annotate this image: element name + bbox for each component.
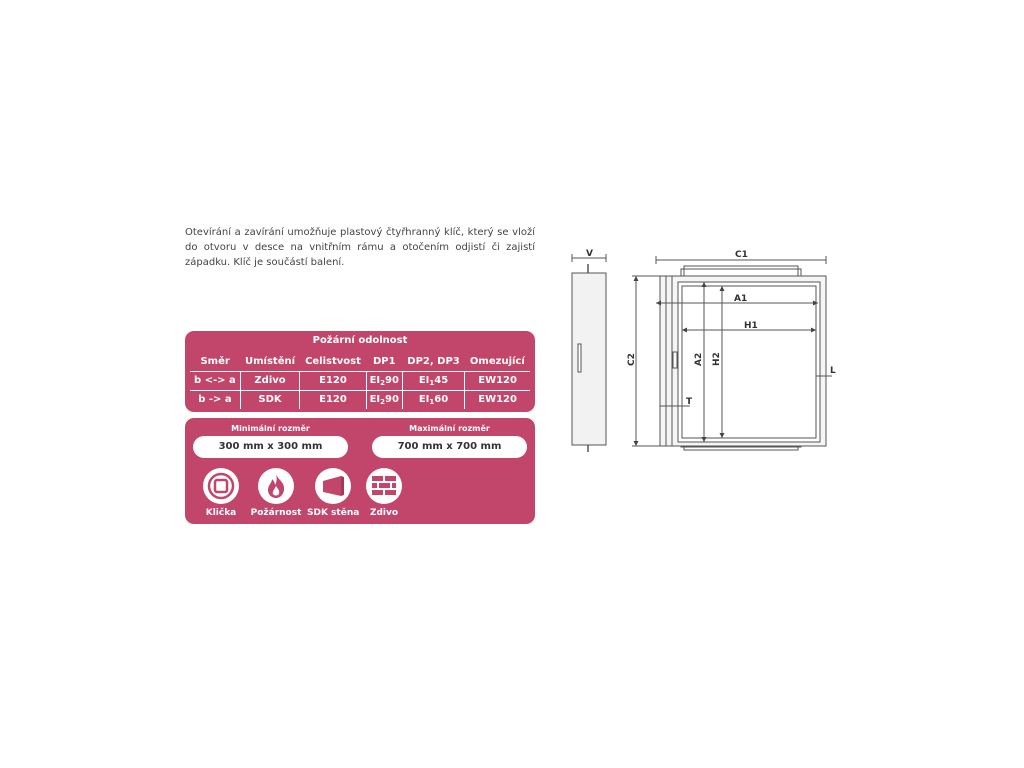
feature-fire [250, 468, 302, 518]
intro-text: Otevírání a zavírání umožňuje plastový čtyřhranný klíč, který se vloží do otvoru v desce na vnitřním rámu a otočením odjistí či zajistí západku. Klíč je součástí balení. [185, 227, 535, 268]
feature-label: Požárnost [250, 508, 302, 518]
feature-label: SDK stěna [307, 508, 360, 518]
technical-drawing [560, 238, 850, 458]
brick-wall-icon [366, 468, 402, 504]
table-header-row [190, 353, 530, 372]
feature-drywall [307, 468, 359, 518]
label-c1: C1 [735, 250, 748, 260]
max-size-value: 700 mm x 700 mm [372, 436, 527, 458]
label-a2: A2 [694, 352, 704, 366]
column-header: Omezující [469, 356, 525, 367]
cell-limiting: EW120 [465, 372, 530, 391]
column-header: DP2, DP3 [407, 356, 460, 367]
min-size-value: 300 mm x 300 mm [193, 436, 348, 458]
flame-icon [258, 468, 294, 504]
feature-key [195, 468, 247, 518]
label-t: T [686, 397, 693, 407]
fire-resistance-table [190, 353, 530, 409]
table-row [190, 391, 530, 410]
cell-integrity: E120 [300, 391, 366, 410]
column-header: DP1 [372, 356, 396, 367]
cell-direction: b <-> a [190, 372, 240, 391]
feature-masonry [358, 468, 410, 518]
column-header: Směr [200, 356, 230, 367]
feature-label: Klička [205, 508, 237, 518]
cell-limiting: EW120 [465, 391, 530, 410]
drywall-icon [315, 468, 351, 504]
max-size-label: Maximální rozměr [409, 424, 490, 433]
cell-dp1: $EI_290$ [366, 372, 402, 391]
label-l: L [830, 366, 836, 376]
size-panel [185, 418, 535, 524]
front-view-latch [673, 352, 677, 368]
fire-resistance-panel [185, 331, 535, 412]
side-view-latch [578, 344, 581, 372]
label-v: V [586, 249, 593, 259]
cell-dp23: $EI_145$ [402, 372, 464, 391]
cell-direction: b -> a [190, 391, 240, 410]
cell-location: SDK [240, 391, 300, 410]
label-c2: C2 [627, 353, 637, 366]
label-h2: H2 [712, 352, 722, 366]
label-a1: A1 [734, 294, 748, 304]
square-key-icon [203, 468, 239, 504]
column-header: Umístění [245, 356, 296, 367]
feature-label: Zdivo [369, 508, 399, 518]
label-h1: H1 [744, 321, 758, 331]
side-view-panel [572, 273, 606, 445]
cell-dp1: $EI_290$ [366, 391, 402, 410]
cell-integrity: E120 [300, 372, 366, 391]
min-size-label: Minimální rozměr [231, 424, 310, 433]
cell-dp23: $EI_160$ [402, 391, 464, 410]
fire-resistance-title: Požární odolnost [312, 335, 408, 346]
table-row [190, 372, 530, 391]
cell-location: Zdivo [240, 372, 300, 391]
column-header: Celistvost [305, 356, 361, 367]
